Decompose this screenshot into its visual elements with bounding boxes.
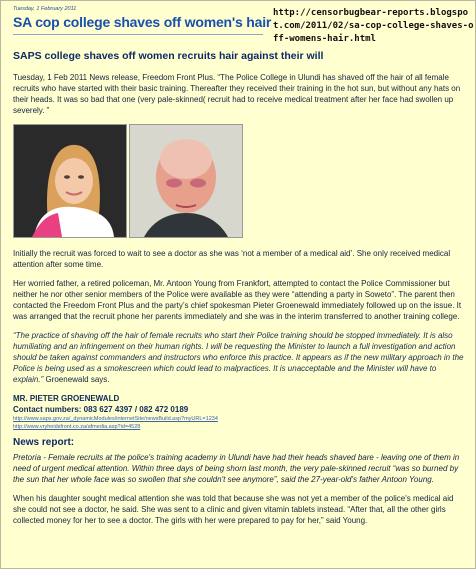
article-paragraph-1: Initially the recruit was forced to wait to see a doctor as she was ‘not a member of a medical aid’. She only received medical attention after some time. [13,249,451,269]
source-links [13,415,465,431]
header-date: Tuesday, 1 February 2011 [13,6,77,12]
article-paragraph-2: Her worried father, a retired policeman, Mr. Antoon Young from Frankfort, attempted to contact the Police Commissioner but neither he nor other senior members of the Police were available as they were “attending a party in Soweto”. The parent then contacted the Freedom Front Plus and the party’s chief spokesman Pieter Groenewald immediately followed up on the issue. It was arranged that the recruit phone her parents immediately and she was in the interim transferred to another training college. [13,279,462,321]
quote-attribution: Groenewald says. [43,375,110,384]
article-header [3,3,474,44]
recruit-photo-swollen [129,124,243,238]
source-link-2[interactable]: http://www.vryheidsfront.co.za/afmedia.asp?id=4528 [13,424,141,430]
news-report-summary: Pretoria - Female recruits at the police's training academy in Ulundi have had their heads shaved bare - leaving one of them in need of urgent medical attention. Within three days of being shorn last month, the very pale-skinned recruit “was so burned by the sun that her whole face was so swollen that she couldn't see anymore”, said the 27-year-old's father Antoon Young. [13,453,460,484]
recruit-photo-before [13,124,127,238]
photo-row [13,124,465,236]
source-link-1[interactable]: http://www.saps.gov.za/_dynamicModules/internetSite/newsBuild.asp?myURL=1234 [13,416,218,422]
quote-text: “The practice of shaving off the hair of female recruits who start their Police training should be stopped immediately. It is also humiliating and an infringement on their human rights. I will be requesting the Minister to launch a full investigation and action should be taken against commanders and instructors who enforce this practice. It appears as if the new military approach in the Police is being used as a smokescreen which could lead to malpractices. It is unacceptable and the Minister will have to explain.” [13,331,464,384]
article-title: SAPS college shaves off women recruits hair against their will [13,50,324,62]
article-body [13,51,465,534]
news-report-paragraph: When his daughter sought medical attention she was told that because she was not yet a member of the police's medical aid she could not see a doctor, he said. She was sent to a clinic and given vitamin tablets instead. “After that, all the other girls collected money for her to see a doctor. The girls with her were prepared to pay for her,” said Young. [13,494,454,525]
signature-contact: Contact numbers: 083 627 4397 / 082 472 0189 [13,405,189,414]
header-rule [13,34,263,35]
source-url: http://censorbugbear-reports.blogspot.com/2011/02/sa-cop-college-shaves-off-womens-hair.html [273,8,474,44]
article-lede: Tuesday, 1 Feb 2011 News release, Freedom Front Plus. “The Police College in Ulundi has shaved off the hair of all female recruits who have started with their basic training. Thereafter they received their training in the hot sun, but without any hats on their heads. It was so bad that one (very pale-skinned( recruit had to receive medical treatment after her face had swollen up severely. ” [13,73,461,115]
news-report-heading: News report: [13,437,75,448]
header-title: SA cop college shaves off women's hair [13,14,272,30]
signature-name: MR. PIETER GROENEWALD [13,394,120,403]
groenewald-quote [13,330,465,385]
